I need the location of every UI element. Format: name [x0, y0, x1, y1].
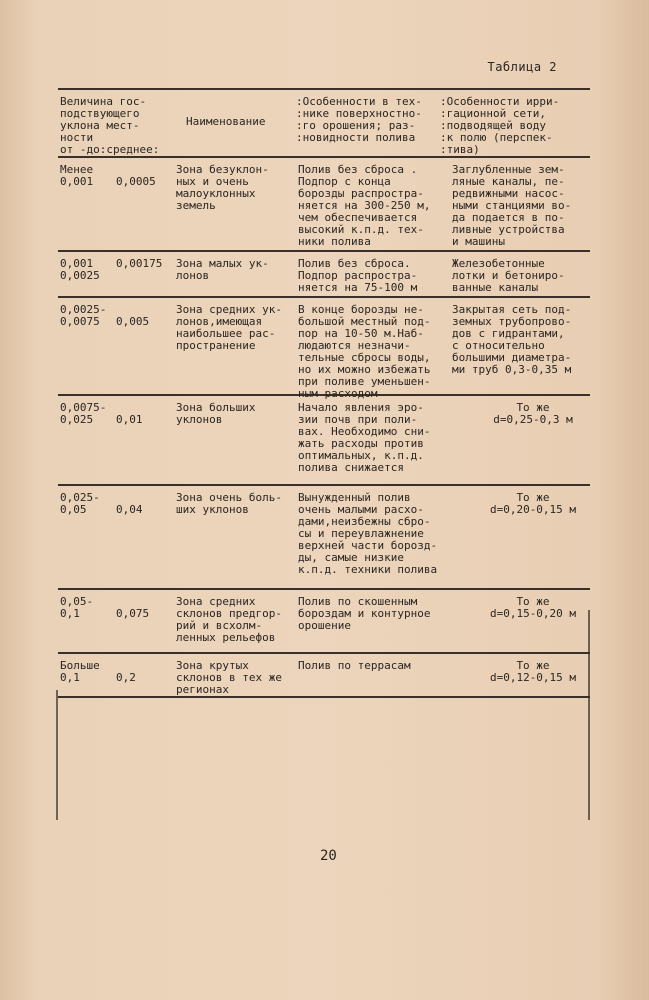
technique-features: Полив без сброса . Подпор с конца борозды распростра- няется на 300-250 м, чем обеспечивается высокий к.п.д. тех- ники полива	[298, 163, 431, 248]
zone-name: Зона малых ук- лонов	[176, 257, 269, 282]
table-header	[58, 90, 590, 158]
technique-features: Вынужденный полив очень малыми расхо- дами,неизбежны сбро- сы и переувлажнение верхней части борозд- ды, самые низкие к.п.д. техники полива	[298, 491, 438, 576]
slope-average: 0,2	[116, 671, 136, 684]
technique-features: Начало явления эро- зии почв при поли- вах. Необходимо сни- жать расходы против оптимальных, к.п.д. полива снижается	[298, 401, 431, 474]
zone-name: Зона крутых склонов в тех же регионах	[176, 659, 282, 696]
slope-from: Больше 0,1	[60, 659, 100, 684]
table-row	[58, 654, 590, 698]
zone-name: Зона очень боль- ших уклонов	[176, 491, 282, 516]
table-caption: Таблица 2	[487, 60, 557, 74]
header-name: Наименование	[186, 115, 266, 128]
table-row	[58, 252, 590, 298]
zone-name: Зона средних ук- лонов,имеющая наибольшее рас- пространение	[176, 303, 282, 352]
table-row	[58, 298, 590, 400]
zone-name: Зона безуклон- ных и очень малоуклонных земель	[176, 163, 269, 212]
network-features: То же d=0,25-0,3 м	[493, 401, 573, 426]
header-network: :Особенности ирри- :гационной сети, :подводящей воду :к полю (перспек- :тива)	[440, 95, 560, 156]
table-row	[58, 158, 590, 252]
irrigation-table	[58, 88, 590, 698]
slope-from: 0,05- 0,1	[60, 595, 94, 620]
slope-average: 0,00175	[116, 257, 163, 270]
technique-features: В конце борозды не- большой местный под- пор на 10-50 м.Наб- людаются незначи- тельные сбросы воды, но их можно избежать при поливе уменьшен- ным расходом	[298, 303, 431, 400]
technique-features: Полив без сброса. Подпор распростра- няется на 75-100 м	[298, 257, 418, 294]
network-features: То же d=0,20-0,15 м	[489, 491, 577, 516]
slope-average: 0,075	[116, 607, 150, 620]
zone-name: Зона больших уклонов	[176, 401, 256, 426]
technique-features: Полив по террасам	[298, 659, 411, 672]
table-row	[58, 590, 590, 654]
zone-name: Зона средних склонов предгор- рий и всхолм- ленных рельефов	[176, 595, 282, 644]
network-features: Заглубленные зем- ляные каналы, пе- редвижными насос- ными станциями во- да подается в по- ливные устройства и машины	[452, 163, 572, 248]
slope-average: 0,04	[116, 503, 143, 516]
network-features: То же d=0,12-0,15 м	[489, 659, 577, 684]
slope-from: 0,025- 0,05	[60, 491, 100, 516]
slope-from: 0,001 0,0025	[60, 257, 100, 282]
table-row	[58, 396, 590, 486]
slope-from: 0,0075- 0,025	[60, 401, 107, 426]
slope-from: 0,0025- 0,0075	[60, 303, 107, 328]
technique-features: Полив по скошенным бороздам и контурное орошение	[298, 595, 431, 632]
page-number: 20	[320, 848, 337, 864]
slope-average: 0,005	[116, 315, 150, 328]
table-row	[58, 486, 590, 590]
network-features: То же d=0,15-0,20 м	[489, 595, 577, 620]
slope-average: 0,01	[116, 413, 143, 426]
slope-average: 0,0005	[116, 175, 156, 188]
network-features: Закрытая сеть под- земных трубопрово- дов с гидрантами, с относительно большими диаметра- ми труб 0,3-0,35 м	[452, 303, 572, 376]
header-slope: Величина гос- подствующего уклона мест- ности от -до:среднее:	[60, 95, 160, 156]
table-left-edge	[56, 690, 58, 820]
network-features: Железобетонные лотки и бетониро- ванные каналы	[452, 257, 565, 294]
slope-from: Менее 0,001	[60, 163, 94, 188]
header-technique: :Особенности в тех- :нике поверхностно- :го орошения; раз- :новидности полива	[296, 95, 422, 144]
table-right-edge	[588, 610, 590, 820]
